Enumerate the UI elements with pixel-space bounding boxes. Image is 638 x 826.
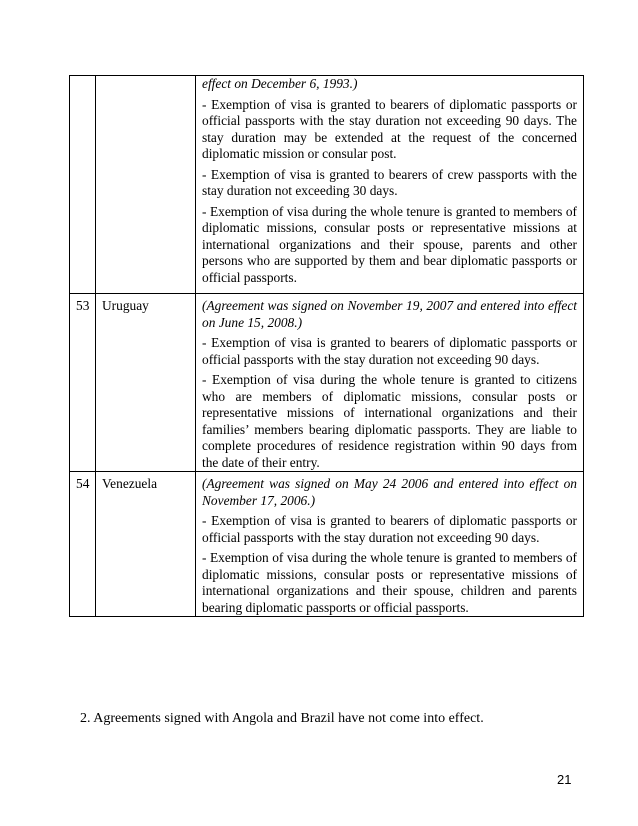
visa-exemption-table	[69, 75, 584, 617]
agreement-details	[196, 472, 584, 617]
exemption-clause: - Exemption of visa during the whole tenure is granted to members of diplomatic missions, consular posts or representative missions of international organizations and their spouse, children and parents bearing diplomatic passports or official passports.	[202, 550, 577, 615]
agreement-date-note: (Agreement was signed on May 24 2006 and entered into effect on November 17, 2006.)	[202, 476, 577, 508]
agreement-date-note: effect on December 6, 1993.)	[202, 76, 358, 91]
exemption-clause: - Exemption of visa is granted to bearers of diplomatic passports or official passports with the stay duration not exceeding 90 days.	[202, 513, 577, 545]
country-name: Venezuela	[96, 472, 196, 617]
exemption-clause: - Exemption of visa during the whole tenure is granted to citizens who are members of diplomatic missions, consular posts or representative missions of international organizations and their families’ members bearing diplomatic passports. They are liable to complete procedures of residence registration within 90 days from the date of their entry.	[202, 372, 577, 470]
footnote: 2. Agreements signed with Angola and Brazil have not come into effect.	[80, 711, 484, 726]
country-name	[96, 76, 196, 294]
table-row	[70, 76, 584, 294]
table-row	[70, 472, 584, 617]
agreement-details	[196, 294, 584, 472]
table-row	[70, 294, 584, 472]
page-number: 21	[557, 772, 572, 787]
exemption-clause: - Exemption of visa is granted to bearers of diplomatic passports or official passports with the stay duration not exceeding 90 days.	[202, 335, 577, 367]
exemption-clause: - Exemption of visa during the whole tenure is granted to members of diplomatic missions, consular posts or representative missions at international organizations and their spouse, parents and other persons who are supported by them and bear diplomatic passports or official passports.	[202, 203, 577, 285]
agreement-details	[196, 76, 584, 294]
country-name: Uruguay	[96, 294, 196, 472]
exemption-clause: - Exemption of visa is granted to bearers of diplomatic passports or official passports with the stay duration not exceeding 90 days. The stay duration may be extended at the request of the concerned diplomatic mission or consular post.	[202, 96, 577, 161]
agreement-date-note: (Agreement was signed on November 19, 2007 and entered into effect on June 15, 2008.)	[202, 298, 577, 330]
row-number: 53	[70, 294, 96, 472]
exemption-clause: - Exemption of visa is granted to bearers of crew passports with the stay duration not exceeding 30 days.	[202, 166, 577, 198]
row-number: 54	[70, 472, 96, 617]
row-number	[70, 76, 96, 294]
